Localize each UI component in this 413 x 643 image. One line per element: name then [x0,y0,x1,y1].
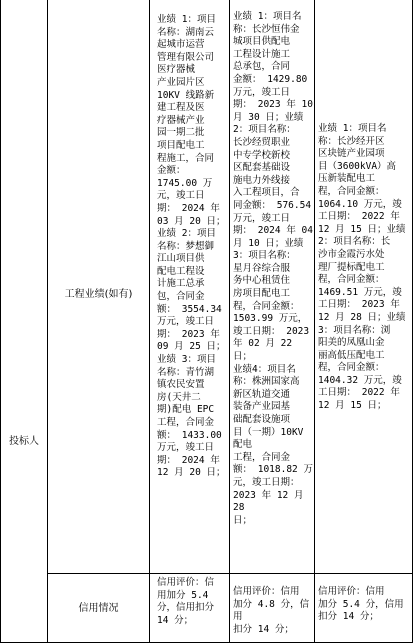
bidder-2-performance: 业绩 1：项目名 称：长沙恒伟金 城项目供配电 工程设计施工 总承包，合同 金额： 1429.80 万元，竣工日 期： 2023 年 10 月 30 日；业绩 2：项目名称： 长沙经贸职业 中专学校新校 区配套基础设 施电力外线接 入工程项目，合 同金额： 576.54 万元，竣工日 期： 2024 年 04 月 10 日；业绩 3：项目名称： 星月谷综合服 务中心租赁住 房项目配电工 程，合同金额： 1503.99 万元， 竣工日期： 2023 年 02 月 22 日； 业绩4：项目名 称：株洲国家高 新区轨道交通 装备产业园基 础配套设施项 目（一期）10KV 配电 工程，合同金 额： 1018.82 万 元，竣工日期： 2023 年 12 月 28 日； [233,11,313,526]
table-divider-col2 [149,0,150,643]
bidder-1-performance: 业绩 1：项目 名称：湖南云 起城市运营 管理有限公司 医疗器械 产业园片区 10KV 线路新 建工程及医 疗器械产业 园一期二批 项目配电工 程施工，合同 金额： 1745.00 万 元，竣工日 期： 2024 年 03 月 20 日； 业绩 2：项目 名称：梦想御 江山项目供 配电工程设 计施工总承 包，合同金 额： 3554.34 万元，竣工日 期： 2023 年 09 月 25 日； 业绩 3：项目 名称：青竹湖 镇农民安置 房(天井二 期)配电 EPC 工程，合同金 额： 1433.00 万元，竣工日 期： 2024 年 12 月 20 日； [157,14,226,479]
credit-label: 信用情况 [78,603,119,614]
performance-label: 工程业绩(如有) [64,289,133,300]
bidder-3-performance: 业绩 1：项目名 称：长沙经开区 区块链产业园项 目（3600kVA）高 压新装配电工 程，合同金额： 1064.10 万元，竣 工日期： 2022 年 12 月 15 日；业绩 2：项目名称：长 沙市金霞污水处 理厂提标配电工 程，合同金额： 1469.51 万元，竣 工日期： 2023 年 12 月 28 日；业绩 3：项目名称：浏 阳美的凤凰山金 丽高低压配电工 程，合同金额： 1404.32 万元，竣 工日期： 2022 年 12 月 15 日； [318,123,406,412]
table-divider-col1 [47,0,48,643]
bidder-1-credit: 信用评价：信 用加分 5.4 分，信用扣分 14 分； [157,577,215,626]
bidder-3-credit: 信用评价：信用 加分 5.4 分，信用 扣分 14 分； [318,586,404,623]
table-divider-col4 [314,0,315,643]
bidder-2-credit: 信用评价：信用 加分 4.8 分，信用 扣分 14 分； [233,586,310,635]
bidder-label: 投标人 [9,436,39,447]
table-divider-row [47,573,413,574]
table-divider-col3 [229,0,230,643]
table-border-left [0,0,1,643]
